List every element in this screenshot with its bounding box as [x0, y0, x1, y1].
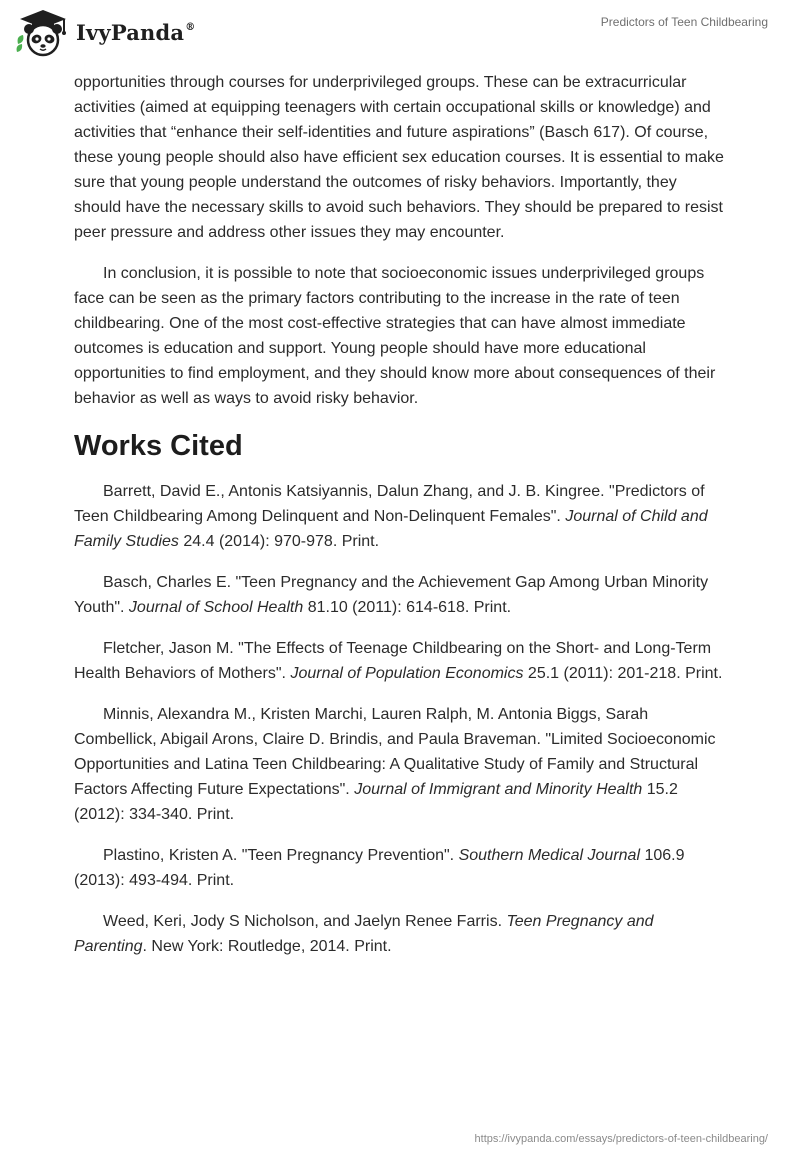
reference-journal: Journal of Population Economics: [290, 665, 524, 682]
works-cited-heading: Works Cited: [74, 430, 243, 462]
source-url-link[interactable]: https://ivypanda.com/essays/predictors-of-teen-childbearing/: [474, 1133, 768, 1145]
reference-item: Fletcher, Jason M. "The Effects of Teenage Childbearing on the Short- and Long-Term Health Behaviors of Mothers". Journal of Population Economics 25.1 (2011): 201-218. Print.: [74, 640, 723, 682]
reference-journal: Southern Medical Journal: [458, 847, 640, 864]
reference-journal: Journal of Immigrant and Minority Health: [354, 781, 643, 798]
conclusion-paragraph: In conclusion, it is possible to note that socioeconomic issues underprivileged groups face can be seen as the primary factors contributing to the increase in the rate of teen childbearing. One of the most cost-effective strategies that can have almost immediate outcomes is education and support. Young people should have more educational opportunities to find employment, and they should know more about consequences of their behavior as well as ways to avoid risky behavior.: [74, 265, 716, 407]
reference-item: Minnis, Alexandra M., Kristen Marchi, Lauren Ralph, M. Antonia Biggs, Sarah Combellick, Abigail Arons, Claire D. Brindis, and Paula Braveman. "Limited Socioeconomic Opportunities and Latina Teen Childbearing: A Qualitative Study of Family and Structural Factors Affecting Future Expectations". Journal of Immigrant and Minority Health 15.2 (2012): 334-340. Print.: [74, 706, 716, 823]
essay-content: [74, 70, 726, 975]
page-header: [0, 0, 800, 70]
reference-item: Weed, Keri, Jody S Nicholson, and Jaelyn Renee Farris. Teen Pregnancy and Parenting. New York: Routledge, 2014. Print.: [74, 913, 654, 955]
reference-journal: Journal of Child and Family Studies: [74, 508, 708, 550]
body-paragraph: opportunities through courses for underprivileged groups. These can be extracurricular activities (aimed at equipping teenagers with certain occupational skills or knowledge) and activities that “enhance their self-identities and future aspirations” (Basch 617). Of course, these young people should also have efficient sex education courses. It is essential to make sure that young people understand the outcomes of risky behaviors. Importantly, they should have the necessary skills to avoid such behaviors. They should be prepared to resist peer pressure and address other issues they may encounter.: [74, 74, 724, 241]
panda-graduate-icon: [14, 8, 72, 58]
ivypanda-logo[interactable]: [14, 8, 195, 58]
registered-mark: ®: [185, 21, 196, 33]
reference-item: Barrett, David E., Antonis Katsiyannis, Dalun Zhang, and J. B. Kingree. "Predictors of Teen Childbearing Among Delinquent and Non-Delinquent Females". Journal of Child and Family Studies 24.4 (2014): 970-978. Print.: [74, 483, 708, 550]
running-title: Predictors of Teen Childbearing: [600, 15, 768, 29]
reference-item: Plastino, Kristen A. "Teen Pregnancy Prevention". Southern Medical Journal 106.9 (2013): 493-494. Print.: [74, 847, 685, 889]
reference-item: Basch, Charles E. "Teen Pregnancy and the Achievement Gap Among Urban Minority Youth". Journal of School Health 81.10 (2011): 614-618. Print.: [74, 574, 709, 616]
logo-text: IvyPanda®: [76, 19, 196, 45]
reference-book-title: Teen Pregnancy and Parenting: [74, 913, 654, 955]
reference-journal: Journal of School Health: [128, 599, 304, 616]
